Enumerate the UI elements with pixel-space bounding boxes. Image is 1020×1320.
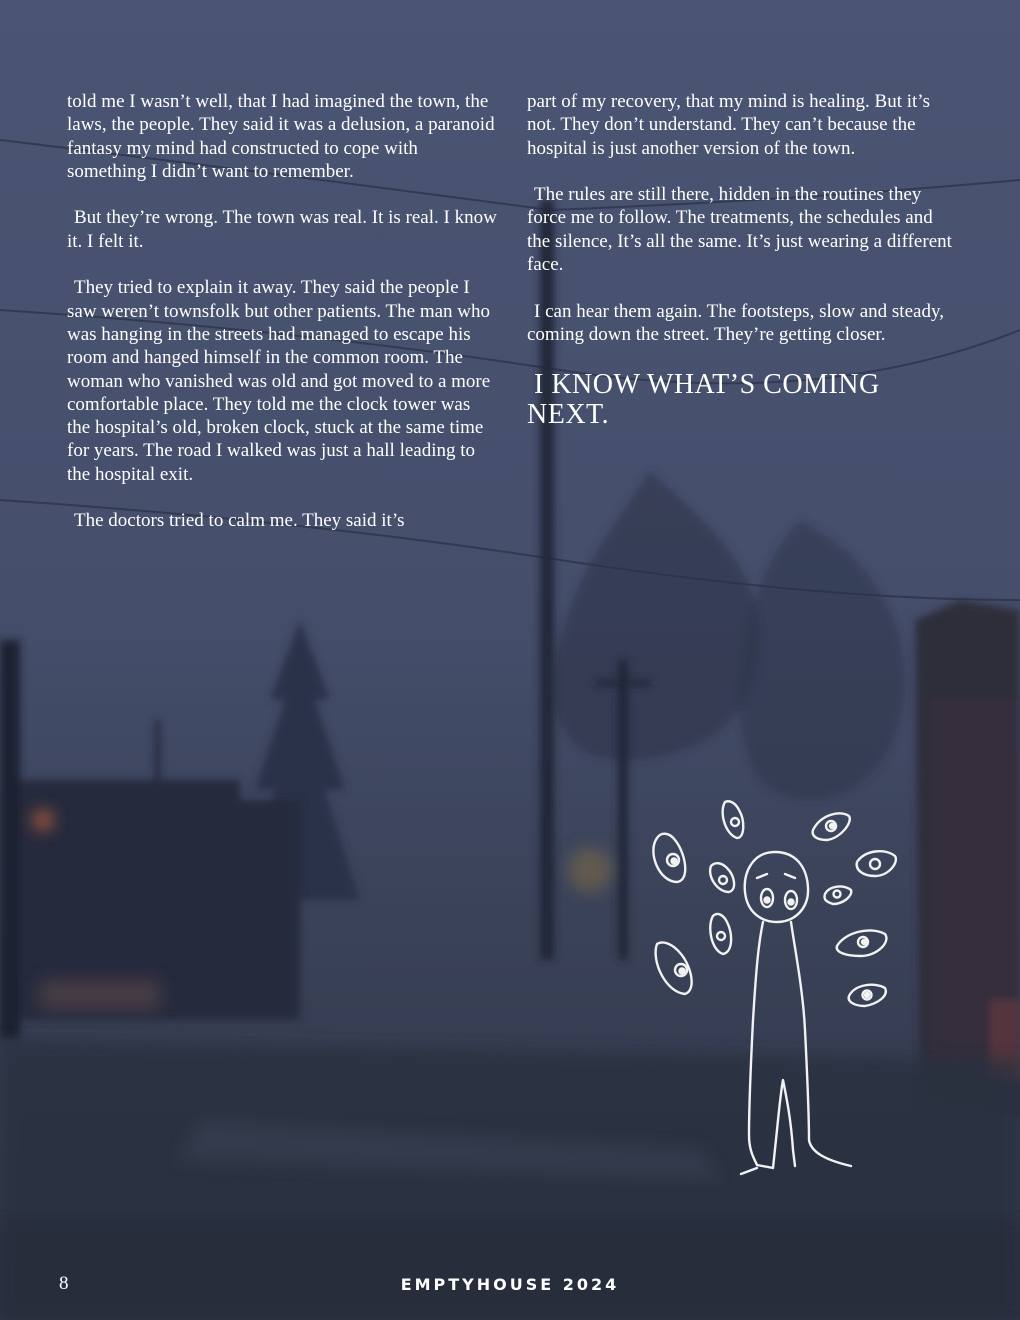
closing-headline: I KNOW WHAT’S COMING NEXT. bbox=[527, 368, 880, 430]
paragraph: But they’re wrong. The town was real. It is real. I know it. I felt it. bbox=[67, 207, 497, 252]
paragraph: part of my recovery, that my mind is healing. But it’s not. They don’t understand. They can’t because the hospital is just another version of the town. bbox=[527, 91, 930, 159]
left-column bbox=[67, 90, 497, 556]
publication-name: EMPTYHOUSE 2024 bbox=[400, 1275, 620, 1294]
right-column bbox=[527, 90, 952, 430]
paragraph: They tried to explain it away. They said the people I saw weren’t townsfolk but other patients. The man who was hanging in the streets had managed to escape his room and hanged himself in the common room. The woman who vanished was old and got moved to a more comfortable place. They told me the clock tower was the hospital’s old, broken clock, stuck at the same time for years. The road I walked was just a hall leading to the hospital exit. bbox=[67, 277, 491, 485]
eyes-figure-illustration bbox=[645, 790, 910, 1190]
paragraph: told me I wasn’t well, that I had imagined the town, the laws, the people. They said it was a delusion, a paranoid fantasy my mind had constructed to cope with something I didn’t want to remember. bbox=[67, 91, 495, 182]
paragraph: I can hear them again. The footsteps, slow and steady, coming down the street. They’re getting closer. bbox=[527, 300, 944, 345]
paragraph: The rules are still there, hidden in the routines they force me to follow. The treatments, the schedules and the silence, It’s all the same. It’s just wearing a different face. bbox=[527, 184, 952, 276]
page-number: 8 bbox=[59, 1273, 69, 1294]
paragraph: The doctors tried to calm me. They said it’s bbox=[74, 510, 405, 532]
